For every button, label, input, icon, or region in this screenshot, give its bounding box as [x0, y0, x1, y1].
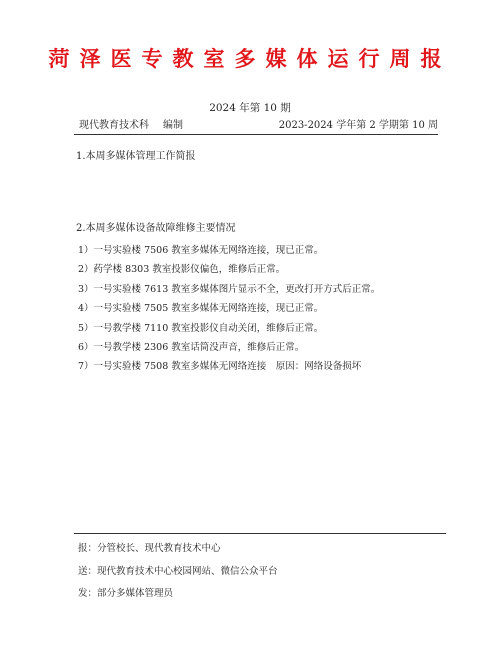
repair-item: 5）一号教学楼 7110 教室投影仪自动关闭，维修后正常。 [78, 322, 324, 334]
repair-item: 3）一号实验楼 7613 教室多媒体图片显示不全，更改打开方式后正常。 [78, 283, 381, 295]
meta-row [79, 119, 438, 133]
repair-list [78, 241, 380, 377]
footer-divider [74, 533, 446, 534]
term-week: 2023-2024 学年第 2 学期第 10 周 [278, 120, 438, 131]
repair-item: 1）一号实验楼 7506 教室多媒体无网络连接，现已正常。 [78, 245, 324, 256]
repair-item: 7）一号实验楼 7508 教室多媒体无网络连接 原因：网络设备损坏 [78, 361, 362, 373]
publisher-info [79, 119, 183, 133]
department-name: 现代教育技术科 [79, 120, 149, 131]
section-title-work-brief: 1.本周多媒体管理工作简报 [76, 151, 196, 162]
repair-item: 2）药学楼 8303 教室投影仪偏色，维修后正常。 [78, 264, 286, 276]
send-to-line: 送：现代教育技术中心校园网站、微信公众平台 [78, 566, 278, 577]
editor-label: 编制 [163, 120, 183, 131]
header-divider [74, 134, 438, 135]
repair-item: 6）一号教学楼 2306 教室话筒没声音，维修后正常。 [78, 342, 305, 354]
page-title: 菏泽医专教室多媒体运行周报 [48, 46, 452, 71]
repair-item: 4）一号实验楼 7505 教室多媒体无网络连接，现已正常。 [78, 303, 324, 315]
issue-to-line: 发：部分多媒体管理员 [78, 588, 174, 599]
report-to-line: 报：分管校长、现代教育技术中心 [78, 543, 221, 554]
issue-number: 2024 年第 10 期 [209, 102, 291, 114]
section-title-repairs: 2.本周多媒体设备故障维修主要情况 [76, 223, 236, 234]
